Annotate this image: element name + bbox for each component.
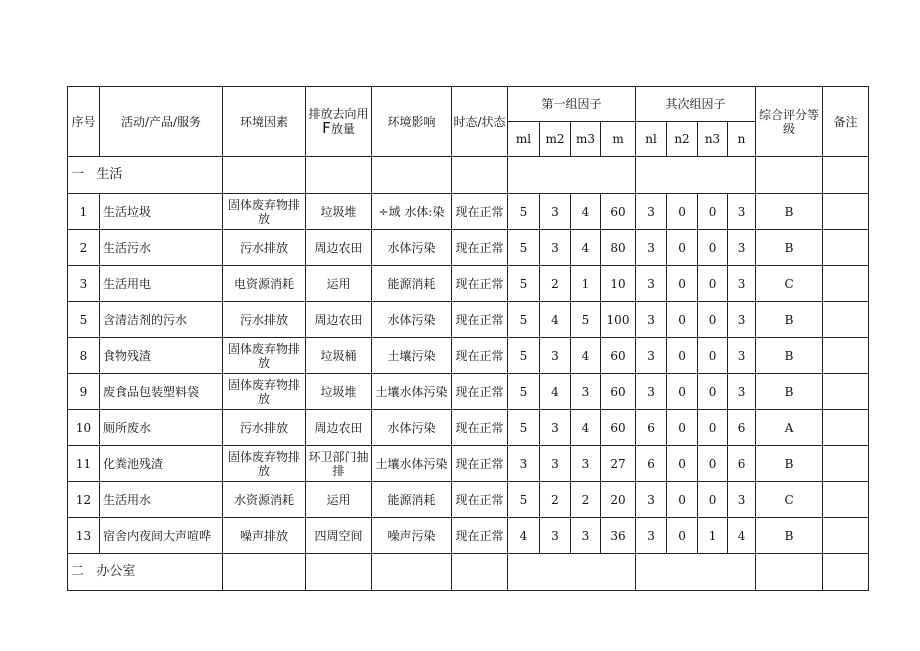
- row-g2-score: 6: [728, 410, 756, 446]
- table-row: [68, 410, 869, 446]
- row-g2-score: 3: [636, 518, 667, 554]
- row-discharge: 周边农田: [306, 230, 372, 266]
- section-row-office: [68, 554, 869, 591]
- row-g2-score: 0: [698, 302, 728, 338]
- empty-cell: [823, 157, 869, 194]
- row-g1-score: 2: [540, 482, 571, 518]
- row-g1-score: 5: [571, 302, 601, 338]
- row-grade: B: [756, 518, 823, 554]
- empty-cell: [223, 157, 306, 194]
- row-remark: [823, 482, 869, 518]
- row-g1-score: 36: [601, 518, 636, 554]
- row-g1-score: 3: [571, 446, 601, 482]
- empty-cell: [306, 554, 372, 591]
- row-remark: [823, 518, 869, 554]
- row-remark: [823, 302, 869, 338]
- row-activity: 生活用水: [100, 482, 223, 518]
- row-factor: 水资源消耗: [223, 482, 306, 518]
- row-g2-score: 0: [667, 446, 698, 482]
- row-g2-score: 0: [667, 518, 698, 554]
- row-grade: B: [756, 374, 823, 410]
- row-discharge: 垃圾堆: [306, 374, 372, 410]
- header-g2-col: n: [728, 122, 756, 157]
- row-activity: 含清洁剂的污水: [100, 302, 223, 338]
- row-grade: B: [756, 302, 823, 338]
- row-g1-score: 5: [508, 410, 540, 446]
- row-discharge: 周边农田: [306, 410, 372, 446]
- row-g2-score: 3: [728, 194, 756, 230]
- section-title-cell: [68, 554, 223, 591]
- row-g1-score: 3: [540, 194, 571, 230]
- empty-cell: [508, 157, 636, 194]
- row-grade: A: [756, 410, 823, 446]
- empty-cell: [636, 554, 756, 591]
- row-grade: B: [756, 338, 823, 374]
- row-g2-score: 0: [698, 230, 728, 266]
- row-g2-score: 0: [667, 266, 698, 302]
- row-g1-score: 5: [508, 374, 540, 410]
- row-state: 现在正常: [452, 194, 508, 230]
- row-g2-score: 3: [636, 302, 667, 338]
- header-grade: 综合评分等级: [756, 87, 823, 157]
- row-discharge: 周边农田: [306, 302, 372, 338]
- header-activity: 活动/产品/服务: [100, 87, 223, 157]
- table-row: [68, 302, 869, 338]
- row-g1-score: 3: [571, 374, 601, 410]
- row-g1-score: 3: [571, 518, 601, 554]
- table-row: [68, 374, 869, 410]
- section-number: 二: [71, 564, 85, 579]
- row-g1-score: 100: [601, 302, 636, 338]
- row-g1-score: 5: [508, 266, 540, 302]
- row-activity: 废食品包装塑料袋: [100, 374, 223, 410]
- row-g2-score: 0: [698, 482, 728, 518]
- row-activity: 生活用电: [100, 266, 223, 302]
- row-g1-score: 5: [508, 230, 540, 266]
- row-impact: 能源消耗: [372, 266, 452, 302]
- row-g2-score: 0: [698, 338, 728, 374]
- row-seq: 1: [68, 194, 100, 230]
- row-factor: 噪声排放: [223, 518, 306, 554]
- empty-cell: [306, 157, 372, 194]
- row-state: 现在正常: [452, 302, 508, 338]
- row-g2-score: 4: [728, 518, 756, 554]
- row-grade: B: [756, 230, 823, 266]
- row-g2-score: 0: [698, 374, 728, 410]
- header-discharge-post: 放量: [330, 122, 355, 136]
- header-g1-col: ml: [508, 122, 540, 157]
- table-row: [68, 446, 869, 482]
- row-discharge: 垃圾堆: [306, 194, 372, 230]
- row-seq: 8: [68, 338, 100, 374]
- row-factor: 固体废弃物排放: [223, 446, 306, 482]
- row-remark: [823, 194, 869, 230]
- row-g2-score: 0: [698, 446, 728, 482]
- row-impact: 噪声污染: [372, 518, 452, 554]
- header-factor: 环境因素: [223, 87, 306, 157]
- section-row-living: [68, 157, 869, 194]
- row-g2-score: 3: [636, 230, 667, 266]
- row-impact: 水体污染: [372, 410, 452, 446]
- row-g2-score: 3: [728, 302, 756, 338]
- row-remark: [823, 230, 869, 266]
- row-g1-score: 3: [508, 446, 540, 482]
- row-discharge: 运用: [306, 482, 372, 518]
- row-g1-score: 3: [540, 338, 571, 374]
- table-row: [68, 194, 869, 230]
- row-seq: 10: [68, 410, 100, 446]
- header-g1-col: m3: [571, 122, 601, 157]
- table-row: [68, 230, 869, 266]
- row-g2-score: 0: [667, 410, 698, 446]
- row-g2-score: 0: [667, 302, 698, 338]
- header-discharge-f: F: [322, 119, 331, 137]
- row-discharge: 垃圾桶: [306, 338, 372, 374]
- row-g1-score: 4: [571, 338, 601, 374]
- row-g2-score: 3: [636, 374, 667, 410]
- row-state: 现在正常: [452, 266, 508, 302]
- row-g1-score: 3: [540, 518, 571, 554]
- empty-cell: [372, 157, 452, 194]
- row-seq: 3: [68, 266, 100, 302]
- row-state: 现在正常: [452, 374, 508, 410]
- header-row-1: [68, 87, 869, 122]
- row-seq: 11: [68, 446, 100, 482]
- row-g2-score: 3: [728, 482, 756, 518]
- row-discharge: 环卫部门抽排: [306, 446, 372, 482]
- row-g2-score: 0: [698, 266, 728, 302]
- row-state: 现在正常: [452, 482, 508, 518]
- row-g1-score: 60: [601, 194, 636, 230]
- row-g2-score: 3: [636, 338, 667, 374]
- empty-cell: [452, 157, 508, 194]
- row-factor: 固体废弃物排放: [223, 338, 306, 374]
- row-seq: 9: [68, 374, 100, 410]
- empty-cell: [223, 554, 306, 591]
- row-state: 现在正常: [452, 518, 508, 554]
- row-activity: 化粪池残渣: [100, 446, 223, 482]
- empty-cell: [452, 554, 508, 591]
- section-number: 一: [71, 167, 85, 182]
- row-state: 现在正常: [452, 446, 508, 482]
- row-g1-score: 60: [601, 410, 636, 446]
- row-g1-score: 5: [508, 194, 540, 230]
- row-factor: 电资源消耗: [223, 266, 306, 302]
- row-g1-score: 4: [508, 518, 540, 554]
- row-grade: B: [756, 446, 823, 482]
- row-g1-score: 4: [540, 302, 571, 338]
- empty-cell: [756, 157, 823, 194]
- row-g1-score: 60: [601, 374, 636, 410]
- header-g2-col: n3: [698, 122, 728, 157]
- row-impact: 水体污染: [372, 302, 452, 338]
- row-g2-score: 0: [698, 410, 728, 446]
- header-state: 时态/状态: [452, 87, 508, 157]
- row-factor: 固体废弃物排放: [223, 194, 306, 230]
- row-remark: [823, 374, 869, 410]
- header-g2-col: nl: [636, 122, 667, 157]
- row-seq: 13: [68, 518, 100, 554]
- row-g2-score: 3: [728, 374, 756, 410]
- row-discharge: 四周空间: [306, 518, 372, 554]
- row-g1-score: 5: [508, 482, 540, 518]
- row-state: 现在正常: [452, 338, 508, 374]
- row-factor: 污水排放: [223, 410, 306, 446]
- row-grade: C: [756, 266, 823, 302]
- row-impact: 土壤水体污染: [372, 446, 452, 482]
- row-g2-score: 0: [698, 194, 728, 230]
- table-row: [68, 482, 869, 518]
- row-g1-score: 5: [508, 302, 540, 338]
- row-g1-score: 80: [601, 230, 636, 266]
- row-remark: [823, 338, 869, 374]
- row-g2-score: 3: [636, 194, 667, 230]
- row-g2-score: 0: [667, 230, 698, 266]
- row-g1-score: 4: [571, 194, 601, 230]
- row-g1-score: 60: [601, 338, 636, 374]
- row-g2-score: 3: [728, 338, 756, 374]
- section-title: 生活: [96, 167, 123, 182]
- row-impact: 土壤水体污染: [372, 374, 452, 410]
- empty-cell: [508, 554, 636, 591]
- row-g2-score: 0: [667, 482, 698, 518]
- row-g2-score: 3: [728, 266, 756, 302]
- row-g2-score: 0: [667, 338, 698, 374]
- empty-cell: [372, 554, 452, 591]
- empty-cell: [823, 554, 869, 591]
- row-remark: [823, 446, 869, 482]
- row-activity: 宿舍内夜间大声喧哗: [100, 518, 223, 554]
- table-row: [68, 518, 869, 554]
- header-discharge-pre: 排放去向用: [308, 107, 369, 121]
- row-seq: 2: [68, 230, 100, 266]
- row-g2-score: 1: [698, 518, 728, 554]
- row-impact: 水体污染: [372, 230, 452, 266]
- row-activity: 生活污水: [100, 230, 223, 266]
- section-title: 办公室: [96, 564, 136, 579]
- header-g2-col: n2: [667, 122, 698, 157]
- row-g1-score: 4: [540, 374, 571, 410]
- empty-cell: [756, 554, 823, 591]
- row-g1-score: 2: [571, 482, 601, 518]
- row-g2-score: 3: [636, 266, 667, 302]
- row-state: 现在正常: [452, 230, 508, 266]
- header-impact: 环境影响: [372, 87, 452, 157]
- row-factor: 污水排放: [223, 230, 306, 266]
- row-g1-score: 1: [571, 266, 601, 302]
- row-g1-score: 3: [540, 410, 571, 446]
- row-g2-score: 6: [728, 446, 756, 482]
- row-grade: C: [756, 482, 823, 518]
- empty-cell: [636, 157, 756, 194]
- row-grade: B: [756, 194, 823, 230]
- section-title-cell: [68, 157, 223, 194]
- row-g2-score: 6: [636, 446, 667, 482]
- row-seq: 5: [68, 302, 100, 338]
- row-g2-score: 0: [667, 374, 698, 410]
- table-row: [68, 266, 869, 302]
- row-impact: 土壤污染: [372, 338, 452, 374]
- row-g1-score: 27: [601, 446, 636, 482]
- row-seq: 12: [68, 482, 100, 518]
- row-remark: [823, 410, 869, 446]
- header-g1-col: m: [601, 122, 636, 157]
- header-remark: 备注: [823, 87, 869, 157]
- environmental-factor-table: [67, 86, 869, 591]
- row-g1-score: 3: [540, 446, 571, 482]
- row-remark: [823, 266, 869, 302]
- header-g1-col: m2: [540, 122, 571, 157]
- row-g1-score: 20: [601, 482, 636, 518]
- header-discharge: [306, 87, 372, 157]
- row-impact: 能源消耗: [372, 482, 452, 518]
- header-group2: 其次组因子: [636, 87, 756, 122]
- row-g2-score: 3: [636, 482, 667, 518]
- row-factor: 固体废弃物排放: [223, 374, 306, 410]
- row-g1-score: 4: [571, 410, 601, 446]
- row-discharge: 运用: [306, 266, 372, 302]
- row-factor: 污水排放: [223, 302, 306, 338]
- header-group1: 第一组因子: [508, 87, 636, 122]
- row-g2-score: 6: [636, 410, 667, 446]
- row-g1-score: 10: [601, 266, 636, 302]
- header-seq: 序号: [68, 87, 100, 157]
- row-g1-score: 4: [571, 230, 601, 266]
- row-g1-score: 5: [508, 338, 540, 374]
- row-activity: 厕所废水: [100, 410, 223, 446]
- row-impact: ÷域 水体:染: [372, 194, 452, 230]
- row-state: 现在正常: [452, 410, 508, 446]
- row-g2-score: 3: [728, 230, 756, 266]
- row-g1-score: 3: [540, 230, 571, 266]
- row-g2-score: 0: [667, 194, 698, 230]
- row-activity: 生活垃圾: [100, 194, 223, 230]
- table-row: [68, 338, 869, 374]
- row-activity: 食物残渣: [100, 338, 223, 374]
- table-body: [68, 194, 869, 554]
- row-g1-score: 2: [540, 266, 571, 302]
